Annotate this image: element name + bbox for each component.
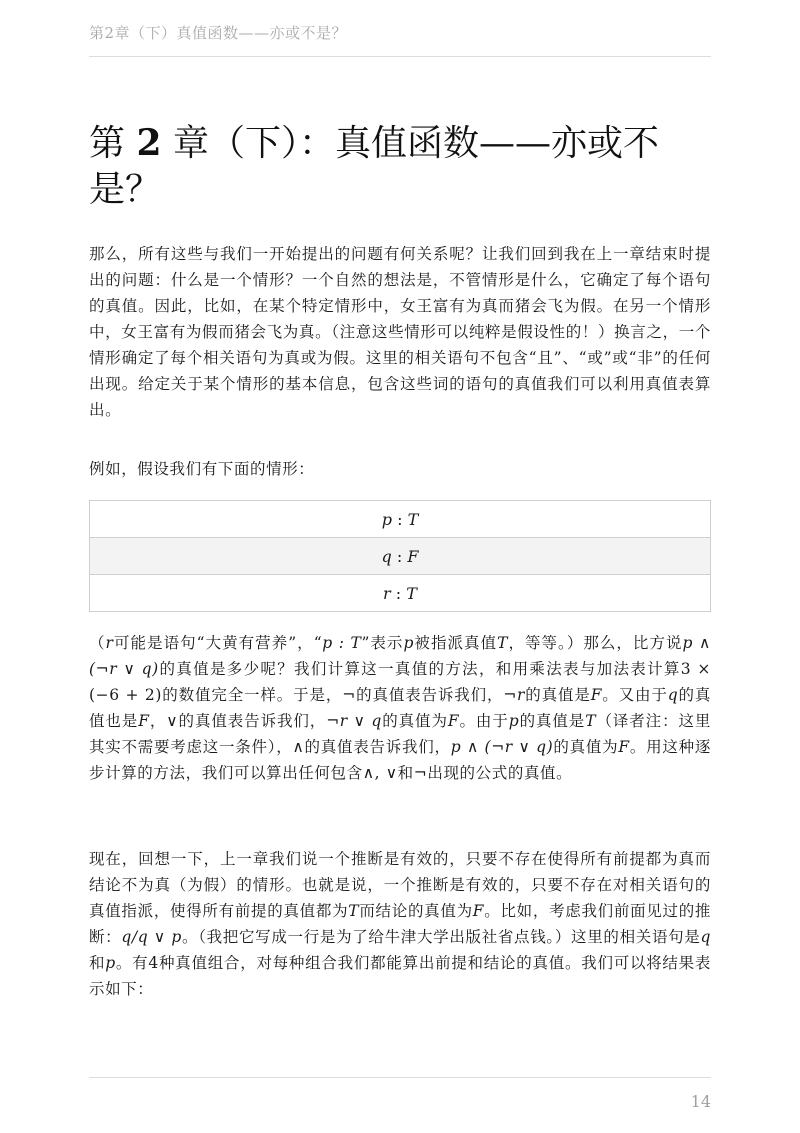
chapter-title: 第 2 章（下）：真值函数——亦或不是？ bbox=[89, 122, 659, 210]
truth-assignment-table bbox=[89, 500, 711, 612]
paragraph-intro: 那么，所有这些与我们一开始提出的问题有何关系呢？让我们回到我在上一章结束时提出的问题：什么是一个情形？一个自然的想法是，不管情形是什么，它确定了每个语句的真值。因此，比如，在某个特定情形中，女王富有为真而猪会飞为假。在另一个情形中，女王富有为假而猪会飞为真。（注意这些情形可以纯粹是假设性的！）换言之，一个情形确定了每个相关语句为真或为假。这里的相关语句不包含“且”、“或”或“非”的任何出现。给定关于某个情形的基本信息，包含这些词的语句的真值我们可以利用真值表算出。 bbox=[89, 245, 711, 419]
assignment-cell: q : F bbox=[90, 538, 711, 575]
table-row bbox=[90, 501, 711, 538]
table-row bbox=[90, 575, 711, 612]
table-row bbox=[90, 538, 711, 575]
page-number: 14 bbox=[690, 1092, 711, 1111]
running-header: 第2章（下）真值函数——亦或不是？ bbox=[89, 24, 348, 42]
footer-divider bbox=[89, 1077, 711, 1078]
header-divider bbox=[89, 56, 711, 57]
paragraph-validity: 现在，回想一下，上一章我们说一个推断是有效的，只要不存在使得所有前提都为真而结论不为真（为假）的情形。也就是说，一个推断是有效的，只要不存在对相关语句的真值指派，使得所有前提的真值都为T而结论的真值为F。比如，考虑我们前面见过的推断：q/q ∨ p。（我把它写成一行是为了给牛津大学出版社省点钱。）这里的相关语句是q和p。有4种真值组合，对每种组合我们都能算出前提和结论的真值。我们可以将结果表示如下： bbox=[89, 850, 712, 998]
paragraph-computation: （r可能是语句“大黄有营养”，“p : T”表示p被指派真值T，等等。）那么，比方说p ∧ (¬r ∨ q)的真值是多少呢？我们计算这一真值的方法，和用乘法表与加法表计算3 × (−6 + 2)的数值完全一样。于是，¬的真值表告诉我们，¬r的真值是F。又由于q的真值也是F，∨的真值表告诉我们，¬r ∨ q的真值为F。由于p的真值是T（译者注：这里其实不需要考虑这一条件），∧的真值表告诉我们，p ∧ (¬r ∨ q)的真值为F。用这种逐步计算的方法，我们可以算出任何包含∧, ∨和¬出现的公式的真值。 bbox=[89, 634, 712, 782]
assignment-cell: p : T bbox=[90, 501, 711, 538]
paragraph-example-lead: 例如，假设我们有下面的情形： bbox=[89, 460, 315, 478]
assignment-cell: r : T bbox=[90, 575, 711, 612]
